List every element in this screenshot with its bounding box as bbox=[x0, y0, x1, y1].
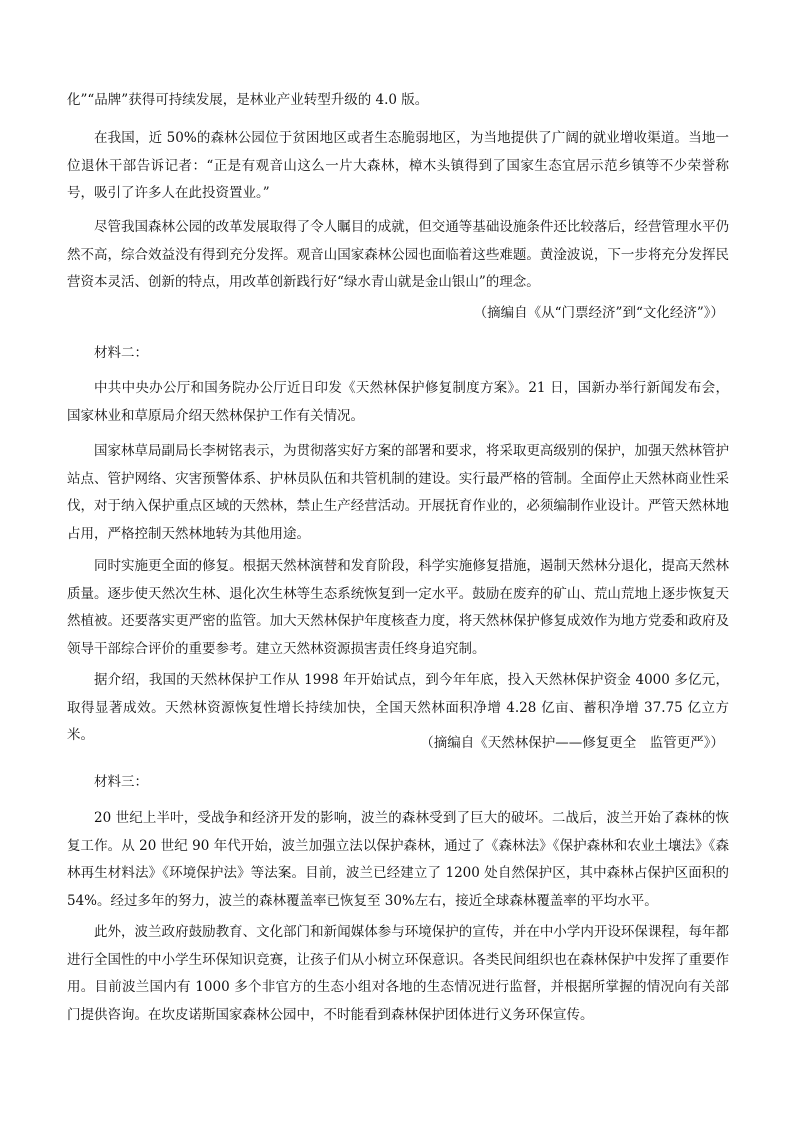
paragraph-8: 20 世纪上半叶，受战争和经济开发的影响，波兰的森林受到了巨大的破坏。二战后，波兰开始了森林的恢复工作。从 20 世纪 90 年代开始，波兰加强立法以保护森林，通过了《森林法》《保护森林和农业土壤法》《森林再生材料法》《环境保护法》等法案。目前，波兰已经建立了 1200 处自然保护区，其中森林占保护区面积的 54%。经过多年的努力，波兰的森林覆盖率已恢复至 30%左右，接近全球森林覆盖率的平均水平。 bbox=[67, 810, 734, 909]
section-label-material-2: 材料二： bbox=[94, 345, 148, 361]
paragraph-7: 据介绍，我国的天然林保护工作从 1998 年开始试点，到今年年底，投入天然林保护资金 4000 多亿元，取得显著成效。天然林资源恢复性增长持续加快，全国天然林面积净增 4.28 亿亩、蓄积净增 37.75 亿立方米。 bbox=[67, 672, 729, 743]
paragraph-3: 尽管我国森林公园的改革发展取得了令人瞩目的成就，但交通等基础设施条件还比较落后，经营管理水平仍然不高，综合效益没有得到充分发挥。观音山国家森林公园也面临着这些难题。黄淦波说，下一步将充分发挥民营资本灵活、创新的特点，用改革创新践行好“绿水青山就是金山银山”的理念。 bbox=[67, 219, 729, 290]
paragraph-2: 在我国，近 50%的森林公园位于贫困地区或者生态脆弱地区，为当地提供了广阔的就业增收渠道。当地一位退休干部告诉记者：“正是有观音山这么一片大森林，樟木头镇得到了国家生态宜居示范乡镇等不少荣誉称号，吸引了许多人在此投资置业。” bbox=[67, 130, 729, 201]
paragraph-6: 同时实施更全面的修复。根据天然林演替和发育阶段，科学实施修复措施，遏制天然林分退化，提高天然林质量。逐步使天然次生林、退化次生林等生态系统恢复到一定水平。鼓励在废弃的矿山、荒山荒地上逐步恢复天然植被。还要落实更严密的监管。加大天然林保护年度核查力度，将天然林保护修复成效作为地方党委和政府及领导干部综合评价的重要参考。建立天然林资源损害责任终身追究制。 bbox=[67, 558, 729, 657]
section-label-material-3: 材料三： bbox=[94, 774, 148, 790]
paragraph-9: 此外，波兰政府鼓励教育、文化部门和新闻媒体参与环境保护的宣传，并在中小学内开设环保课程，每年都进行全国性的中小学生环保知识竞赛，让孩子们从小树立环保意识。各类民间组织也在森林保护中发挥了重要作用。目前波兰国内有 1000 多个非官方的生态小组对各地的生态情况进行监督，并根据所掌握的情况向有关部门提供咨询。在坎皮诺斯国家森林公园中，不时能看到森林保护团体进行义务环保宣传。 bbox=[67, 924, 729, 1023]
paragraph-5: 国家林草局副局长李树铭表示，为贯彻落实好方案的部署和要求，将采取更高级别的保护，加强天然林管护站点、管护网络、灾害预警体系、护林员队伍和共管机制的建设。实行最严格的管制。全面停止天然林商业性采伐，对于纳入保护重点区域的天然林，禁止生产经营活动。开展抚育作业的，必须编制作业设计。严管天然林地占用，严格控制天然林地转为其他用途。 bbox=[67, 443, 729, 542]
source-citation-1: （摘编自《从“门票经济”到“文化经济”》） bbox=[473, 305, 724, 321]
source-citation-2: （摘编自《天然林保护——修复更全 监管更严》） bbox=[420, 735, 724, 751]
paragraph-1: 化”“品牌”获得可持续发展，是林业产业转型升级的 4.0 版。 bbox=[67, 92, 429, 108]
paragraph-4: 中共中央办公厅和国务院办公厅近日印发《天然林保护修复制度方案》。21 日，国新办举行新闻发布会，国家林业和草原局介绍天然林保护工作有关情况。 bbox=[67, 380, 729, 424]
